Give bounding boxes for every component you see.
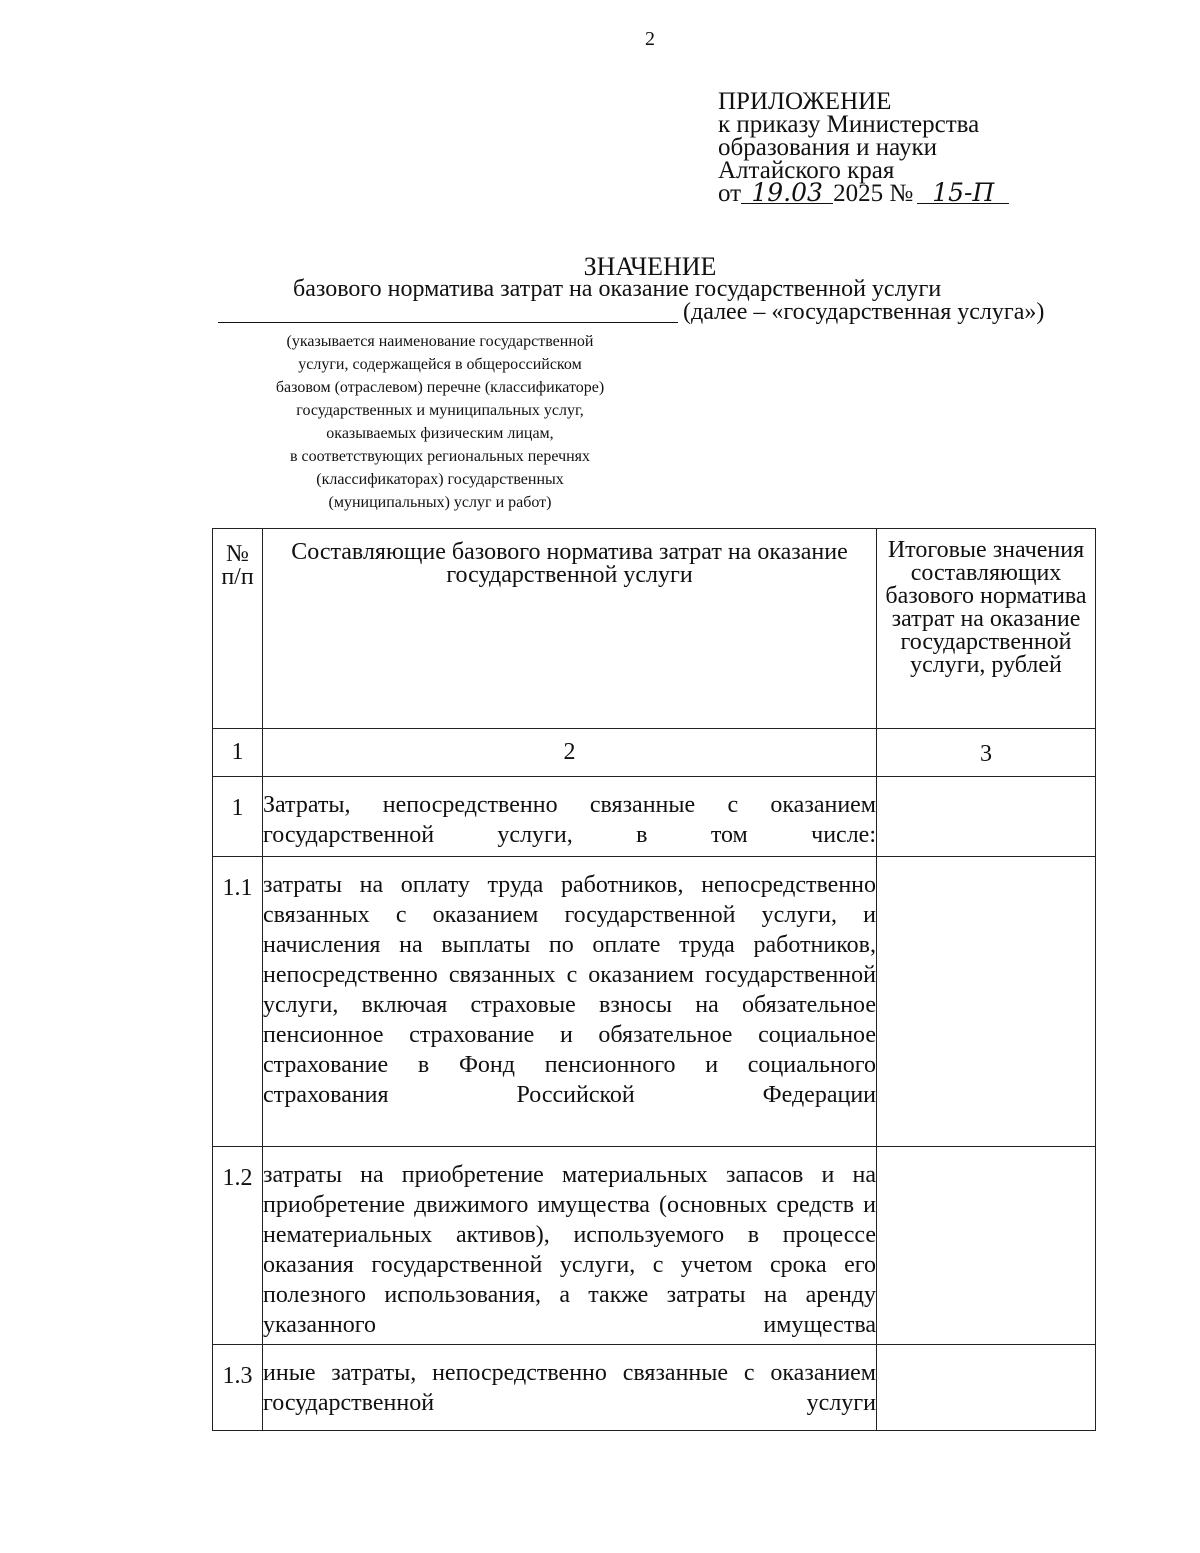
table-row <box>213 1147 1096 1345</box>
appendix-line-3: Алтайского края <box>718 157 895 184</box>
row-number: 1 <box>213 777 263 857</box>
row-text: иные затраты, непосредственно связанные с оказанием государственной услуги <box>263 1345 877 1431</box>
note-line: услуги, содержащейся в общероссийском <box>298 356 582 373</box>
appendix-title: ПРИЛОЖЕНИЕ <box>718 88 892 115</box>
column-number-3: 3 <box>877 729 1096 777</box>
date-year: 2025 № <box>833 180 914 207</box>
row-text: Затраты, непосредственно связанные с оказанием государственной услуги, в том числе: <box>263 777 877 857</box>
row-value <box>877 1345 1096 1431</box>
row-value <box>877 777 1096 857</box>
note-line: государственных и муниципальных услуг, <box>296 402 584 419</box>
column-number-1: 1 <box>213 729 263 777</box>
document-subtitle: базового норматива затрат на оказание государственной услуги <box>293 276 942 302</box>
row-number: 1.2 <box>213 1147 263 1345</box>
appendix-date-line <box>718 178 1009 207</box>
row-number: 1.1 <box>213 857 263 1147</box>
appendix-line-2: образования и науки <box>718 134 937 161</box>
handwritten-date: 19.03 <box>741 183 833 204</box>
header-components: Составляющие базового норматива затрат на оказание государственной услуги <box>263 529 877 729</box>
table-row <box>213 857 1096 1147</box>
note-line: оказываемых физическим лицам, <box>326 425 554 442</box>
table-row <box>213 1345 1096 1431</box>
service-alias: (далее – «государственная услуга») <box>683 299 1045 325</box>
cost-standard-table <box>212 528 1096 1431</box>
row-text: затраты на приобретение материальных запасов и на приобретение движимого имущества (основных средств и нематериальных активов), используемого в процессе оказания государственной услуги, с учетом срока его полезного использования, а также затраты на аренду указанного имущества <box>263 1147 877 1345</box>
note-line: (указывается наименование государственной <box>286 333 594 350</box>
note-line: (муниципальных) услуг и работ) <box>328 494 552 511</box>
appendix-line-1: к приказу Министерства <box>718 111 980 138</box>
service-name-blank-line <box>218 322 678 323</box>
column-numbering-row <box>213 729 1096 777</box>
table-row <box>213 777 1096 857</box>
table-header-row <box>213 529 1096 729</box>
row-value <box>877 857 1096 1147</box>
document-title: ЗНАЧЕНИЕ <box>583 252 717 281</box>
note-line: (классификаторах) государственных <box>316 471 564 488</box>
date-prefix: от <box>718 180 742 207</box>
page-number: 2 <box>645 28 655 50</box>
handwritten-order-number: 15-П <box>917 183 1009 204</box>
header-final-values: Итоговые значения составляющих базового норматива затрат на оказание государственной услуги, рублей <box>877 529 1096 729</box>
row-number: 1.3 <box>213 1345 263 1431</box>
column-number-2: 2 <box>263 729 877 777</box>
header-number: № п/п <box>213 529 263 729</box>
row-value <box>877 1147 1096 1345</box>
note-line: базовом (отраслевом) перечне (классификаторе) <box>275 379 605 396</box>
appendix-block <box>718 90 1009 205</box>
note-line: в соответствующих региональных перечнях <box>289 448 591 465</box>
service-name-note <box>220 330 660 514</box>
row-text: затраты на оплату труда работников, непосредственно связанных с оказанием государственной услуги, и начисления на выплаты по оплате труда работников, непосредственно связанных с оказанием государственной услуги, включая страховые взносы на обязательное пенсионное страхование и обязательное социальное страхование в Фонд пенсионного и социального страхования Российской Федерации <box>263 857 877 1147</box>
